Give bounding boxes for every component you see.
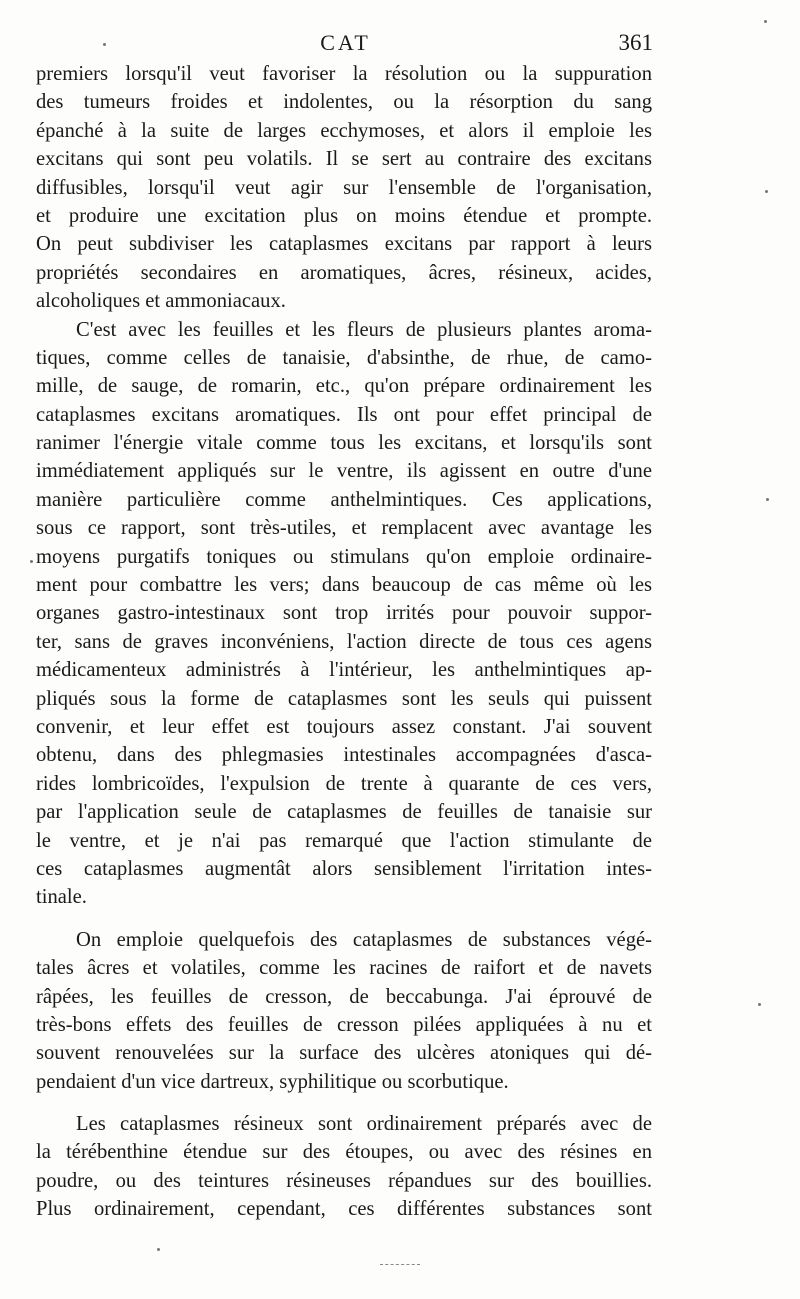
- text-line: médicamenteux administrés à l'intérieur, les anthelmintiques ap-: [36, 659, 652, 682]
- text-line: organes gastro-intestinaux sont trop irrités pour pouvoir suppor-: [36, 602, 652, 625]
- text-line: très-bons effets des feuilles de cresson pilées appliquées à nu et: [36, 1013, 652, 1036]
- text-line: pendaient d'un vice dartreux, syphilitique ou scorbutique.: [36, 1070, 509, 1093]
- text-line: râpées, les feuilles de cresson, de beccabunga. J'ai éprouvé de: [36, 985, 652, 1008]
- paragraph: [36, 926, 652, 1096]
- print-speck: [103, 43, 106, 46]
- text-line: la térébenthine étendue sur des étoupes, ou avec des résines en: [36, 1141, 652, 1164]
- paragraph: [36, 316, 652, 912]
- text-line: poudre, ou des teintures résineuses répandues sur des bouillies.: [36, 1169, 652, 1192]
- text-line: premiers lorsqu'il veut favoriser la résolution ou la suppuration: [36, 63, 652, 85]
- paragraph: [36, 1110, 652, 1224]
- text-line: souvent renouvelées sur la surface des ulcères atoniques qui dé-: [36, 1042, 652, 1065]
- text-line: diffusibles, lorsqu'il veut agir sur l'ensemble de l'organisation,: [36, 176, 652, 199]
- paragraph: [36, 60, 652, 316]
- text-line: épanché à la suite de larges ecchymoses, et alors il emploie les: [36, 119, 652, 142]
- print-speck: [765, 190, 768, 193]
- print-speck: [766, 498, 769, 501]
- print-speck: [758, 1003, 761, 1006]
- text-line: On emploie quelquefois des cataplasmes de substances végé-: [76, 928, 652, 951]
- page-header: [38, 30, 653, 62]
- print-speck: [764, 20, 767, 23]
- page-number: 361: [618, 30, 653, 55]
- text-line: C'est avec les feuilles et les fleurs de plusieurs plantes aroma-: [76, 318, 652, 341]
- text-line: immédiatement appliqués sur le ventre, ils agissent en outre d'une: [36, 460, 652, 483]
- text-line: sous ce rapport, sont très-utiles, et remplacent avec avantage les: [36, 517, 652, 540]
- text-line: Plus ordinairement, cependant, ces différentes substances sont: [36, 1198, 652, 1221]
- text-line: ter, sans de graves inconvéniens, l'action directe de tous ces agens: [36, 630, 652, 653]
- text-line: ces cataplasmes augmentât alors sensiblement l'irritation intes-: [36, 857, 652, 880]
- text-line: tiques, comme celles de tanaisie, d'absinthe, de rhue, de camo-: [36, 346, 652, 369]
- text-line: tinale.: [36, 886, 87, 909]
- text-line: des tumeurs froides et indolentes, ou la résorption du sang: [36, 91, 652, 114]
- text-line: mille, de sauge, de romarin, etc., qu'on prépare ordinairement les: [36, 375, 652, 398]
- text-line: par l'application seule de cataplasmes de feuilles de tanaisie sur: [36, 801, 652, 824]
- text-line: manière particulière comme anthelmintiques. Ces applications,: [36, 488, 652, 511]
- text-line: On peut subdiviser les cataplasmes excitans par rapport à leurs: [36, 233, 652, 256]
- text-line: propriétés secondaires en aromatiques, âcres, résineux, acides,: [36, 261, 652, 284]
- text-line: ment pour combattre les vers; dans beaucoup de cas même où les: [36, 574, 652, 597]
- text-line: excitans qui sont peu volatils. Il se sert au contraire des excitans: [36, 148, 652, 171]
- running-head: CAT: [320, 30, 371, 55]
- text-line: pliqués sous la forme de cataplasmes sont les seuls qui puissent: [36, 687, 652, 710]
- text-line: rides lombricoïdes, l'expulsion de trente à quarante de ces vers,: [36, 772, 652, 795]
- text-line: le ventre, et je n'ai pas remarqué que l'action stimulante de: [36, 829, 652, 852]
- text-line: tales âcres et volatiles, comme les racines de raifort et de navets: [36, 957, 652, 980]
- print-speck: [157, 1248, 160, 1251]
- text-line: ranimer l'énergie vitale comme tous les excitans, et lorsqu'ils sont: [36, 432, 652, 455]
- text-line: et produire une excitation plus on moins étendue et prompte.: [36, 204, 652, 227]
- text-line: alcoholiques et ammoniacaux.: [36, 290, 286, 313]
- text-line: convenir, et leur effet est toujours assez constant. J'ai souvent: [36, 715, 652, 738]
- text-line: Les cataplasmes résineux sont ordinairement préparés avec de: [76, 1113, 652, 1136]
- text-line: cataplasmes excitans aromatiques. Ils ont pour effet principal de: [36, 403, 652, 426]
- print-speck: [30, 560, 33, 563]
- text-line: obtenu, dans des phlegmasies intestinales accompagnées d'asca-: [36, 744, 652, 767]
- footer-mark: [380, 1264, 420, 1266]
- body-text: [36, 60, 652, 1224]
- text-line: moyens purgatifs toniques ou stimulans qu'on emploie ordinaire-: [36, 545, 652, 568]
